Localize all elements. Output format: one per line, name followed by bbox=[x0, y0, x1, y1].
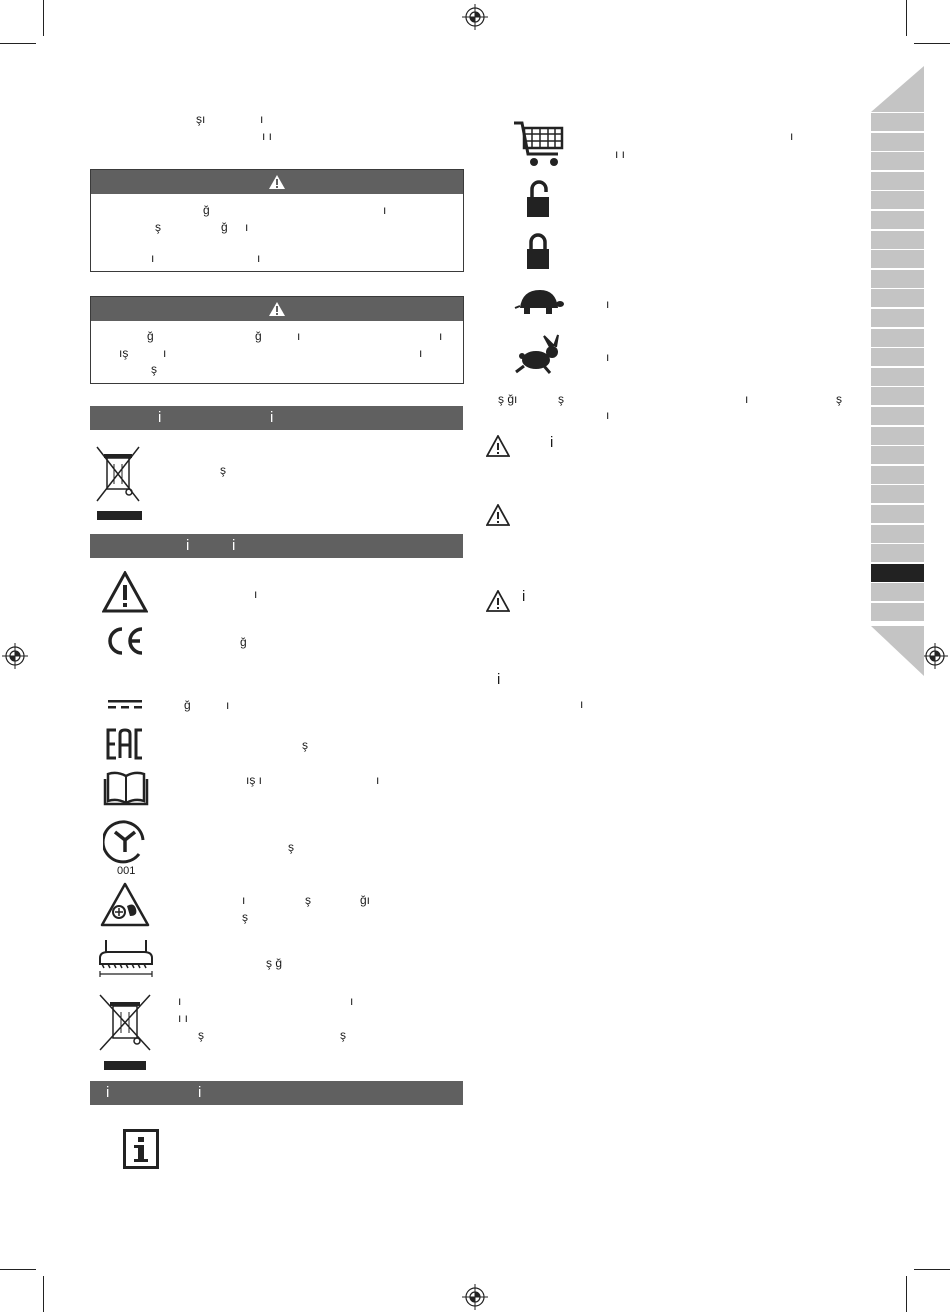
warning-label: i bbox=[522, 588, 526, 605]
warning-text: ı bbox=[439, 329, 443, 343]
symbol-text: ş ğ bbox=[266, 956, 283, 970]
warning-text: ı bbox=[163, 346, 167, 360]
cart-text: ı bbox=[790, 129, 794, 143]
language-tab bbox=[871, 368, 924, 386]
language-tab bbox=[871, 250, 924, 268]
symbol-text: ı bbox=[178, 994, 182, 1008]
crossed-out-bin-icon bbox=[96, 992, 154, 1072]
ce-mark-icon bbox=[104, 626, 146, 656]
language-tab bbox=[871, 113, 924, 131]
symbol-text: ış ı bbox=[246, 773, 263, 787]
intro-text: şı bbox=[196, 112, 206, 126]
symbol-text: ş bbox=[198, 1028, 204, 1042]
direct-current-icon bbox=[108, 700, 142, 710]
symbol-text: ı bbox=[226, 698, 230, 712]
registration-mark-icon bbox=[462, 1284, 488, 1310]
side-tab-top-triangle bbox=[871, 66, 925, 112]
paragraph-text: ş bbox=[836, 392, 842, 406]
warning-box-header bbox=[91, 297, 463, 321]
rabbit-text: ı bbox=[606, 350, 610, 364]
crossed-out-bin-icon bbox=[92, 444, 144, 522]
symbol-text: ş bbox=[242, 910, 248, 924]
paragraph-text: ş ğı bbox=[498, 392, 518, 406]
crop-mark bbox=[906, 0, 907, 36]
registration-mark-icon bbox=[462, 4, 488, 30]
symbol-text: ğ bbox=[240, 635, 247, 649]
warning-text: ş bbox=[151, 362, 157, 376]
registration-mark-icon bbox=[922, 643, 948, 669]
note-text: i bbox=[497, 671, 501, 688]
crop-mark bbox=[914, 1269, 950, 1270]
side-tab-bottom-triangle bbox=[871, 626, 925, 676]
language-tab bbox=[871, 564, 924, 582]
crop-mark bbox=[0, 43, 36, 44]
intro-text: ı bbox=[260, 112, 264, 126]
paragraph-text: ı bbox=[606, 408, 610, 422]
warning-triangle-icon bbox=[268, 301, 286, 317]
section-title: i bbox=[232, 537, 236, 554]
warning-triangle-icon bbox=[268, 174, 286, 190]
symbol-text: ş bbox=[302, 738, 308, 752]
disposal-text: ş bbox=[220, 463, 226, 477]
warning-text: ı bbox=[257, 251, 261, 265]
language-tab bbox=[871, 191, 924, 209]
language-tab bbox=[871, 525, 924, 543]
warning-triangle-icon bbox=[486, 504, 510, 526]
crop-mark bbox=[914, 43, 950, 44]
warning-text: ı bbox=[383, 203, 387, 217]
unlocked-padlock-icon bbox=[526, 180, 550, 218]
symbol-text: ş bbox=[340, 1028, 346, 1042]
language-tab bbox=[871, 289, 924, 307]
symbol-text: ı ı bbox=[178, 1011, 189, 1025]
symbol-text: ğı bbox=[360, 893, 371, 907]
symbol-text: ı bbox=[254, 587, 258, 601]
language-tab bbox=[871, 133, 924, 151]
crop-mark bbox=[43, 0, 44, 36]
section-title: i bbox=[186, 537, 190, 554]
intro-text: ı ı bbox=[262, 129, 273, 143]
symbol-text: ş bbox=[305, 893, 311, 907]
note-text: ı bbox=[580, 697, 584, 711]
warning-box bbox=[90, 169, 464, 272]
turtle-text: ı bbox=[606, 297, 610, 311]
symbol-text: ı bbox=[242, 893, 246, 907]
language-tab bbox=[871, 466, 924, 484]
language-tab bbox=[871, 603, 924, 621]
language-tab bbox=[871, 544, 924, 562]
language-tab bbox=[871, 505, 924, 523]
symbol-text: ı bbox=[350, 994, 354, 1008]
warning-text: ı bbox=[297, 329, 301, 343]
language-tab bbox=[871, 329, 924, 347]
paragraph-text: ş bbox=[558, 392, 564, 406]
warning-text: ş bbox=[155, 220, 161, 234]
language-tab bbox=[871, 309, 924, 327]
rotating-parts-warning-icon bbox=[100, 882, 150, 928]
rabbit-fast-icon bbox=[514, 334, 564, 374]
crop-mark bbox=[43, 1276, 44, 1312]
section-title: i bbox=[106, 1084, 110, 1101]
crop-mark bbox=[0, 1269, 36, 1270]
cutting-width-icon bbox=[96, 938, 156, 980]
warning-box-header bbox=[91, 170, 463, 194]
language-tab bbox=[871, 485, 924, 503]
crop-mark bbox=[906, 1276, 907, 1312]
symbol-text: ğ bbox=[184, 698, 191, 712]
symbol-text: ş bbox=[288, 840, 294, 854]
language-tab bbox=[871, 270, 924, 288]
language-tab bbox=[871, 172, 924, 190]
warning-text: ış bbox=[119, 346, 129, 360]
cart-text: ı ı bbox=[615, 147, 626, 161]
turtle-slow-icon bbox=[514, 286, 564, 316]
warning-triangle-icon bbox=[102, 571, 148, 613]
eac-mark-icon bbox=[106, 728, 144, 760]
info-box-icon bbox=[123, 1129, 159, 1169]
language-tab bbox=[871, 348, 924, 366]
warning-text: ğ bbox=[221, 220, 228, 234]
language-tab bbox=[871, 446, 924, 464]
manual-book-icon bbox=[103, 770, 149, 806]
warning-text: ı bbox=[419, 346, 423, 360]
warning-triangle-icon bbox=[486, 590, 510, 612]
warning-triangle-icon bbox=[486, 435, 510, 457]
language-tab bbox=[871, 583, 924, 601]
section-bar bbox=[90, 406, 463, 430]
ua-number: 001 bbox=[117, 865, 136, 877]
warning-box bbox=[90, 296, 464, 384]
language-tab bbox=[871, 427, 924, 445]
language-tab bbox=[871, 387, 924, 405]
section-title: i bbox=[158, 409, 162, 426]
language-tab bbox=[871, 231, 924, 249]
ua-conformity-mark-icon bbox=[103, 818, 147, 864]
section-bar bbox=[90, 1081, 463, 1105]
section-title: i bbox=[198, 1084, 202, 1101]
symbol-text: ı bbox=[376, 773, 380, 787]
section-bar bbox=[90, 534, 463, 558]
warning-text: ğ bbox=[147, 329, 154, 343]
paragraph-text: ı bbox=[745, 392, 749, 406]
warning-label: i bbox=[550, 434, 554, 451]
warning-text: ğ bbox=[255, 329, 262, 343]
shopping-cart-icon bbox=[512, 120, 566, 168]
language-tab bbox=[871, 211, 924, 229]
language-tab bbox=[871, 152, 924, 170]
warning-text: ı bbox=[151, 251, 155, 265]
language-tab bbox=[871, 407, 924, 425]
warning-text: ı bbox=[245, 220, 249, 234]
locked-padlock-icon bbox=[526, 232, 550, 270]
section-title: i bbox=[270, 409, 274, 426]
registration-mark-icon bbox=[2, 643, 28, 669]
warning-text: ğ bbox=[203, 203, 210, 217]
